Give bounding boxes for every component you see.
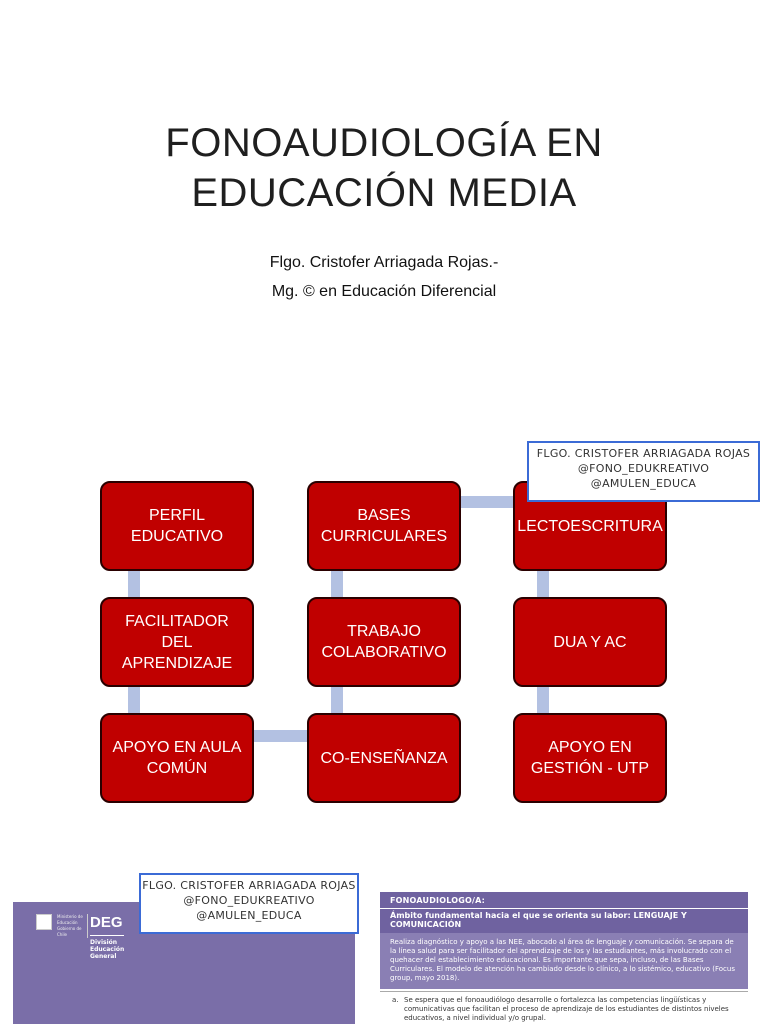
slide3-item-bullet: a. (392, 996, 399, 1004)
box-perfil-educativo: PERFIL EDUCATIVO (100, 481, 254, 571)
deg-sub-1: División (90, 939, 118, 946)
slide3-heading: FONOAUDIOLOGO/A: (380, 892, 748, 908)
connector-row1-right (458, 496, 520, 508)
connector-row3-left (250, 730, 312, 742)
deg-sub-3: General (90, 953, 117, 960)
title-line-2: EDUCACIÓN MEDIA (191, 171, 577, 215)
government-label: Ministerio de Educación Gobierno de Chile (57, 914, 88, 938)
page-title (0, 118, 768, 218)
watermark-handle-1: @FONO_EDUKREATIVO (183, 894, 315, 907)
slide3-subheading: Ámbito fundamental hacia el que se orienta su labor: LENGUAJE Y COMUNICACIÓN (380, 908, 748, 933)
watermark-name: FLGO. CRISTOFER ARRIAGADA ROJAS (536, 447, 751, 460)
watermark-handle-2: @AMULEN_EDUCA (196, 909, 302, 922)
box-facilitador-aprendizaje: FACILITADOR DEL APRENDIZAJE (100, 597, 254, 687)
author-degree: Mg. © en Educación Diferencial (271, 283, 497, 300)
slide3-body: Realiza diagnóstico y apoyo a las NEE, abocado al área de lenguaje y comunicación. Se separa de la línea salud para ser facilitador del aprendizaje de los y las estudiantes, más involucrado con el quehacer del establecimiento educacional. Es importante que sepa, incluso, de las Bases Curriculares. El modelo de atención ha cambiado desde lo clínico, a lo sistémico, educativo (Focus group, mayo 2018). (380, 933, 748, 989)
box-lectoescritura: LECTOESCRITURA (513, 481, 667, 571)
government-shield-icon (36, 914, 52, 930)
box-apoyo-aula-comun: APOYO EN AULA COMÚN (100, 713, 254, 803)
deg-subtitle (90, 935, 124, 960)
deg-logo: DEG (90, 914, 123, 931)
author-name: Flgo. Cristofer Arriagada Rojas.- (269, 254, 499, 271)
slide3-list-item (380, 991, 748, 1023)
author-block (0, 248, 768, 306)
box-apoyo-gestion-utp: APOYO EN GESTIÓN - UTP (513, 713, 667, 803)
title-line-1: FONOAUDIOLOGÍA EN (165, 121, 603, 165)
box-dua-ac: DUA Y AC (513, 597, 667, 687)
author-watermark-2 (139, 873, 359, 934)
deg-sub-2: Educación (90, 946, 125, 953)
watermark-handle-2: @AMULEN_EDUCA (590, 477, 697, 490)
author-watermark (527, 441, 760, 502)
box-trabajo-colaborativo: TRABAJO COLABORATIVO (307, 597, 461, 687)
box-bases-curriculares: BASES CURRICULARES (307, 481, 461, 571)
slide3-item-text: Se espera que el fonoaudiólogo desarrolle o fortalezca las competencias lingüísticas y comunicativas que facilitan el proceso de aprendizaje de los estudiantes de distintos niveles educativos, a nivel individual y/o grupal. (404, 996, 729, 1022)
watermark-handle-1: @FONO_EDUKREATIVO (577, 462, 710, 475)
box-co-ensenanza: CO-ENSEÑANZA (307, 713, 461, 803)
watermark-name: FLGO. CRISTOFER ARRIAGADA ROJAS (142, 879, 356, 892)
slide-thumbnail-fonoaudiologo (380, 892, 748, 1024)
